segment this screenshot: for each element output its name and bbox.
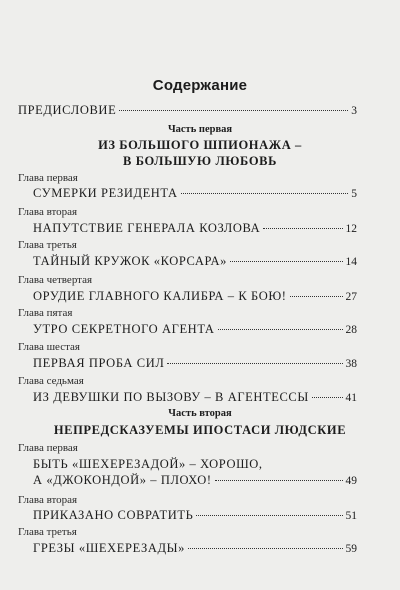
dot-leader <box>230 261 343 262</box>
entry-title-line: БЫТЬ «ШЕХЕРЕЗАДОЙ» – ХОРОШО, <box>33 457 263 471</box>
chapter-label: Глава шестая <box>18 341 80 353</box>
entry-title: УТРО СЕКРЕТНОГО АГЕНТА <box>33 322 215 336</box>
entry-title: ПЕРВАЯ ПРОБА СИЛ <box>33 356 165 370</box>
dot-leader <box>215 480 343 481</box>
toc-entry <box>33 390 357 405</box>
toc-entry <box>33 473 357 488</box>
page-number: 41 <box>345 392 357 404</box>
toc-entry-preface <box>18 103 357 118</box>
toc-entry <box>33 186 357 201</box>
part-label: Часть вторая <box>168 408 232 419</box>
dot-leader <box>181 193 349 194</box>
toc-entry <box>33 221 357 236</box>
page-number: 3 <box>351 105 357 117</box>
toc-entry <box>33 322 357 337</box>
entry-title: ГРЕЗЫ «ШЕХЕРЕЗАДЫ» <box>33 541 185 555</box>
entry-title: ПРЕДИСЛОВИЕ <box>18 103 117 117</box>
dot-leader <box>167 363 342 364</box>
chapter-label: Глава вторая <box>18 494 78 506</box>
chapter-label: Глава четвертая <box>18 274 93 286</box>
dot-leader <box>312 397 343 398</box>
entry-title: ТАЙНЫЙ КРУЖОК «КОРСАРА» <box>33 254 227 268</box>
part-label: Часть первая <box>167 124 233 135</box>
dot-leader <box>196 515 342 516</box>
chapter-label: Глава вторая <box>18 206 78 218</box>
entry-title: СУМЕРКИ РЕЗИДЕНТА <box>33 186 178 200</box>
page-number: 12 <box>345 223 357 235</box>
dot-leader <box>119 110 348 111</box>
entry-title: НАПУТСТВИЕ ГЕНЕРАЛА КОЗЛОВА <box>33 221 261 235</box>
page-number: 59 <box>345 543 357 555</box>
page-number: 51 <box>345 510 357 522</box>
chapter-label: Глава третья <box>18 239 77 251</box>
chapter-label: Глава первая <box>18 442 78 454</box>
dot-leader <box>290 296 343 297</box>
part-title-line: ИЗ БОЛЬШОГО ШПИОНАЖА – <box>98 138 302 152</box>
page-number: 28 <box>345 324 357 336</box>
page-number: 5 <box>351 188 357 200</box>
chapter-label: Глава пятая <box>18 307 73 319</box>
page-number: 27 <box>345 291 357 303</box>
toc-entry <box>33 356 357 371</box>
chapter-label: Глава третья <box>18 526 77 538</box>
toc-entry <box>33 254 357 269</box>
toc-entry <box>33 508 357 523</box>
entry-title: ИЗ ДЕВУШКИ ПО ВЫЗОВУ – В АГЕНТЕССЫ <box>33 390 309 404</box>
page-title: Содержание <box>152 77 248 94</box>
page-number: 49 <box>345 475 357 487</box>
entry-title: ПРИКАЗАНО СОВРАТИТЬ <box>33 508 194 522</box>
page-number: 38 <box>345 358 357 370</box>
dot-leader <box>188 548 343 549</box>
chapter-label: Глава седьмая <box>18 375 84 387</box>
toc-entry <box>33 289 357 304</box>
dot-leader <box>218 329 343 330</box>
toc-entry <box>33 541 357 556</box>
part-title-line: НЕПРЕДСКАЗУЕМЫ ИПОСТАСИ ЛЮДСКИЕ <box>53 423 347 437</box>
dot-leader <box>263 228 342 229</box>
chapter-label: Глава первая <box>18 172 78 184</box>
entry-title: ОРУДИЕ ГЛАВНОГО КАЛИБРА – К БОЮ! <box>33 289 287 303</box>
part-title-line: В БОЛЬШУЮ ЛЮБОВЬ <box>123 154 277 168</box>
page-number: 14 <box>345 256 357 268</box>
entry-title: А «ДЖОКОНДОЙ» – ПЛОХО! <box>33 473 212 487</box>
